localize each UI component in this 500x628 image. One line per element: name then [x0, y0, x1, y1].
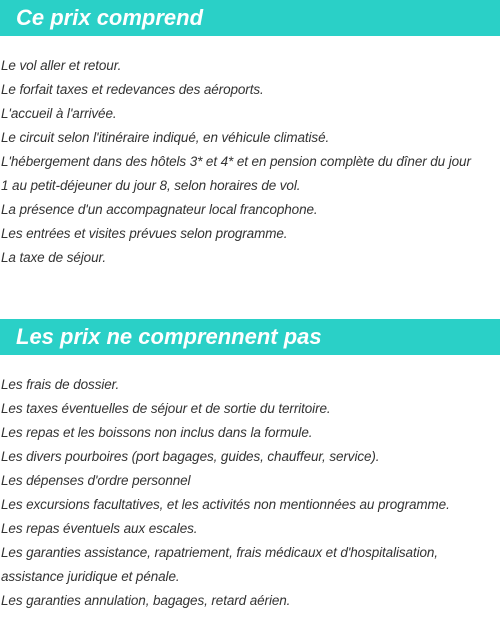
included-section-title: Ce prix comprend — [0, 0, 500, 36]
list-item: Les divers pourboires (port bagages, guides, chauffeur, service). — [1, 449, 380, 464]
list-item: L'accueil à l'arrivée. — [1, 106, 117, 121]
list-item: Le vol aller et retour. — [1, 58, 122, 73]
list-item: Les entrées et visites prévues selon programme. — [1, 226, 288, 241]
included-list — [0, 54, 500, 270]
list-item: Les excursions facultatives, et les activités non mentionnées au programme. — [1, 497, 450, 512]
list-item: La taxe de séjour. — [1, 250, 107, 265]
list-item: Les garanties assistance, rapatriement, frais médicaux et d'hospitalisation, — [1, 545, 438, 560]
list-item: Les repas éventuels aux escales. — [1, 521, 198, 536]
excluded-section-title: Les prix ne comprennent pas — [0, 319, 500, 355]
list-item: La présence d'un accompagnateur local francophone. — [1, 202, 318, 217]
list-item: 1 au petit-déjeuner du jour 8, selon horaires de vol. — [1, 178, 301, 193]
list-item: L'hébergement dans des hôtels 3* et 4* et en pension complète du dîner du jour — [1, 154, 471, 169]
excluded-list — [0, 373, 500, 613]
list-item: Les garanties annulation, bagages, retard aérien. — [1, 593, 291, 608]
list-item: Les taxes éventuelles de séjour et de sortie du territoire. — [1, 401, 331, 416]
list-item: Les dépenses d'ordre personnel — [1, 473, 191, 488]
list-item: Les frais de dossier. — [1, 377, 120, 392]
list-item: Le circuit selon l'itinéraire indiqué, en véhicule climatisé. — [1, 130, 330, 145]
list-item: Le forfait taxes et redevances des aéroports. — [1, 82, 264, 97]
list-item: assistance juridique et pénale. — [1, 569, 180, 584]
list-item: Les repas et les boissons non inclus dans la formule. — [1, 425, 313, 440]
